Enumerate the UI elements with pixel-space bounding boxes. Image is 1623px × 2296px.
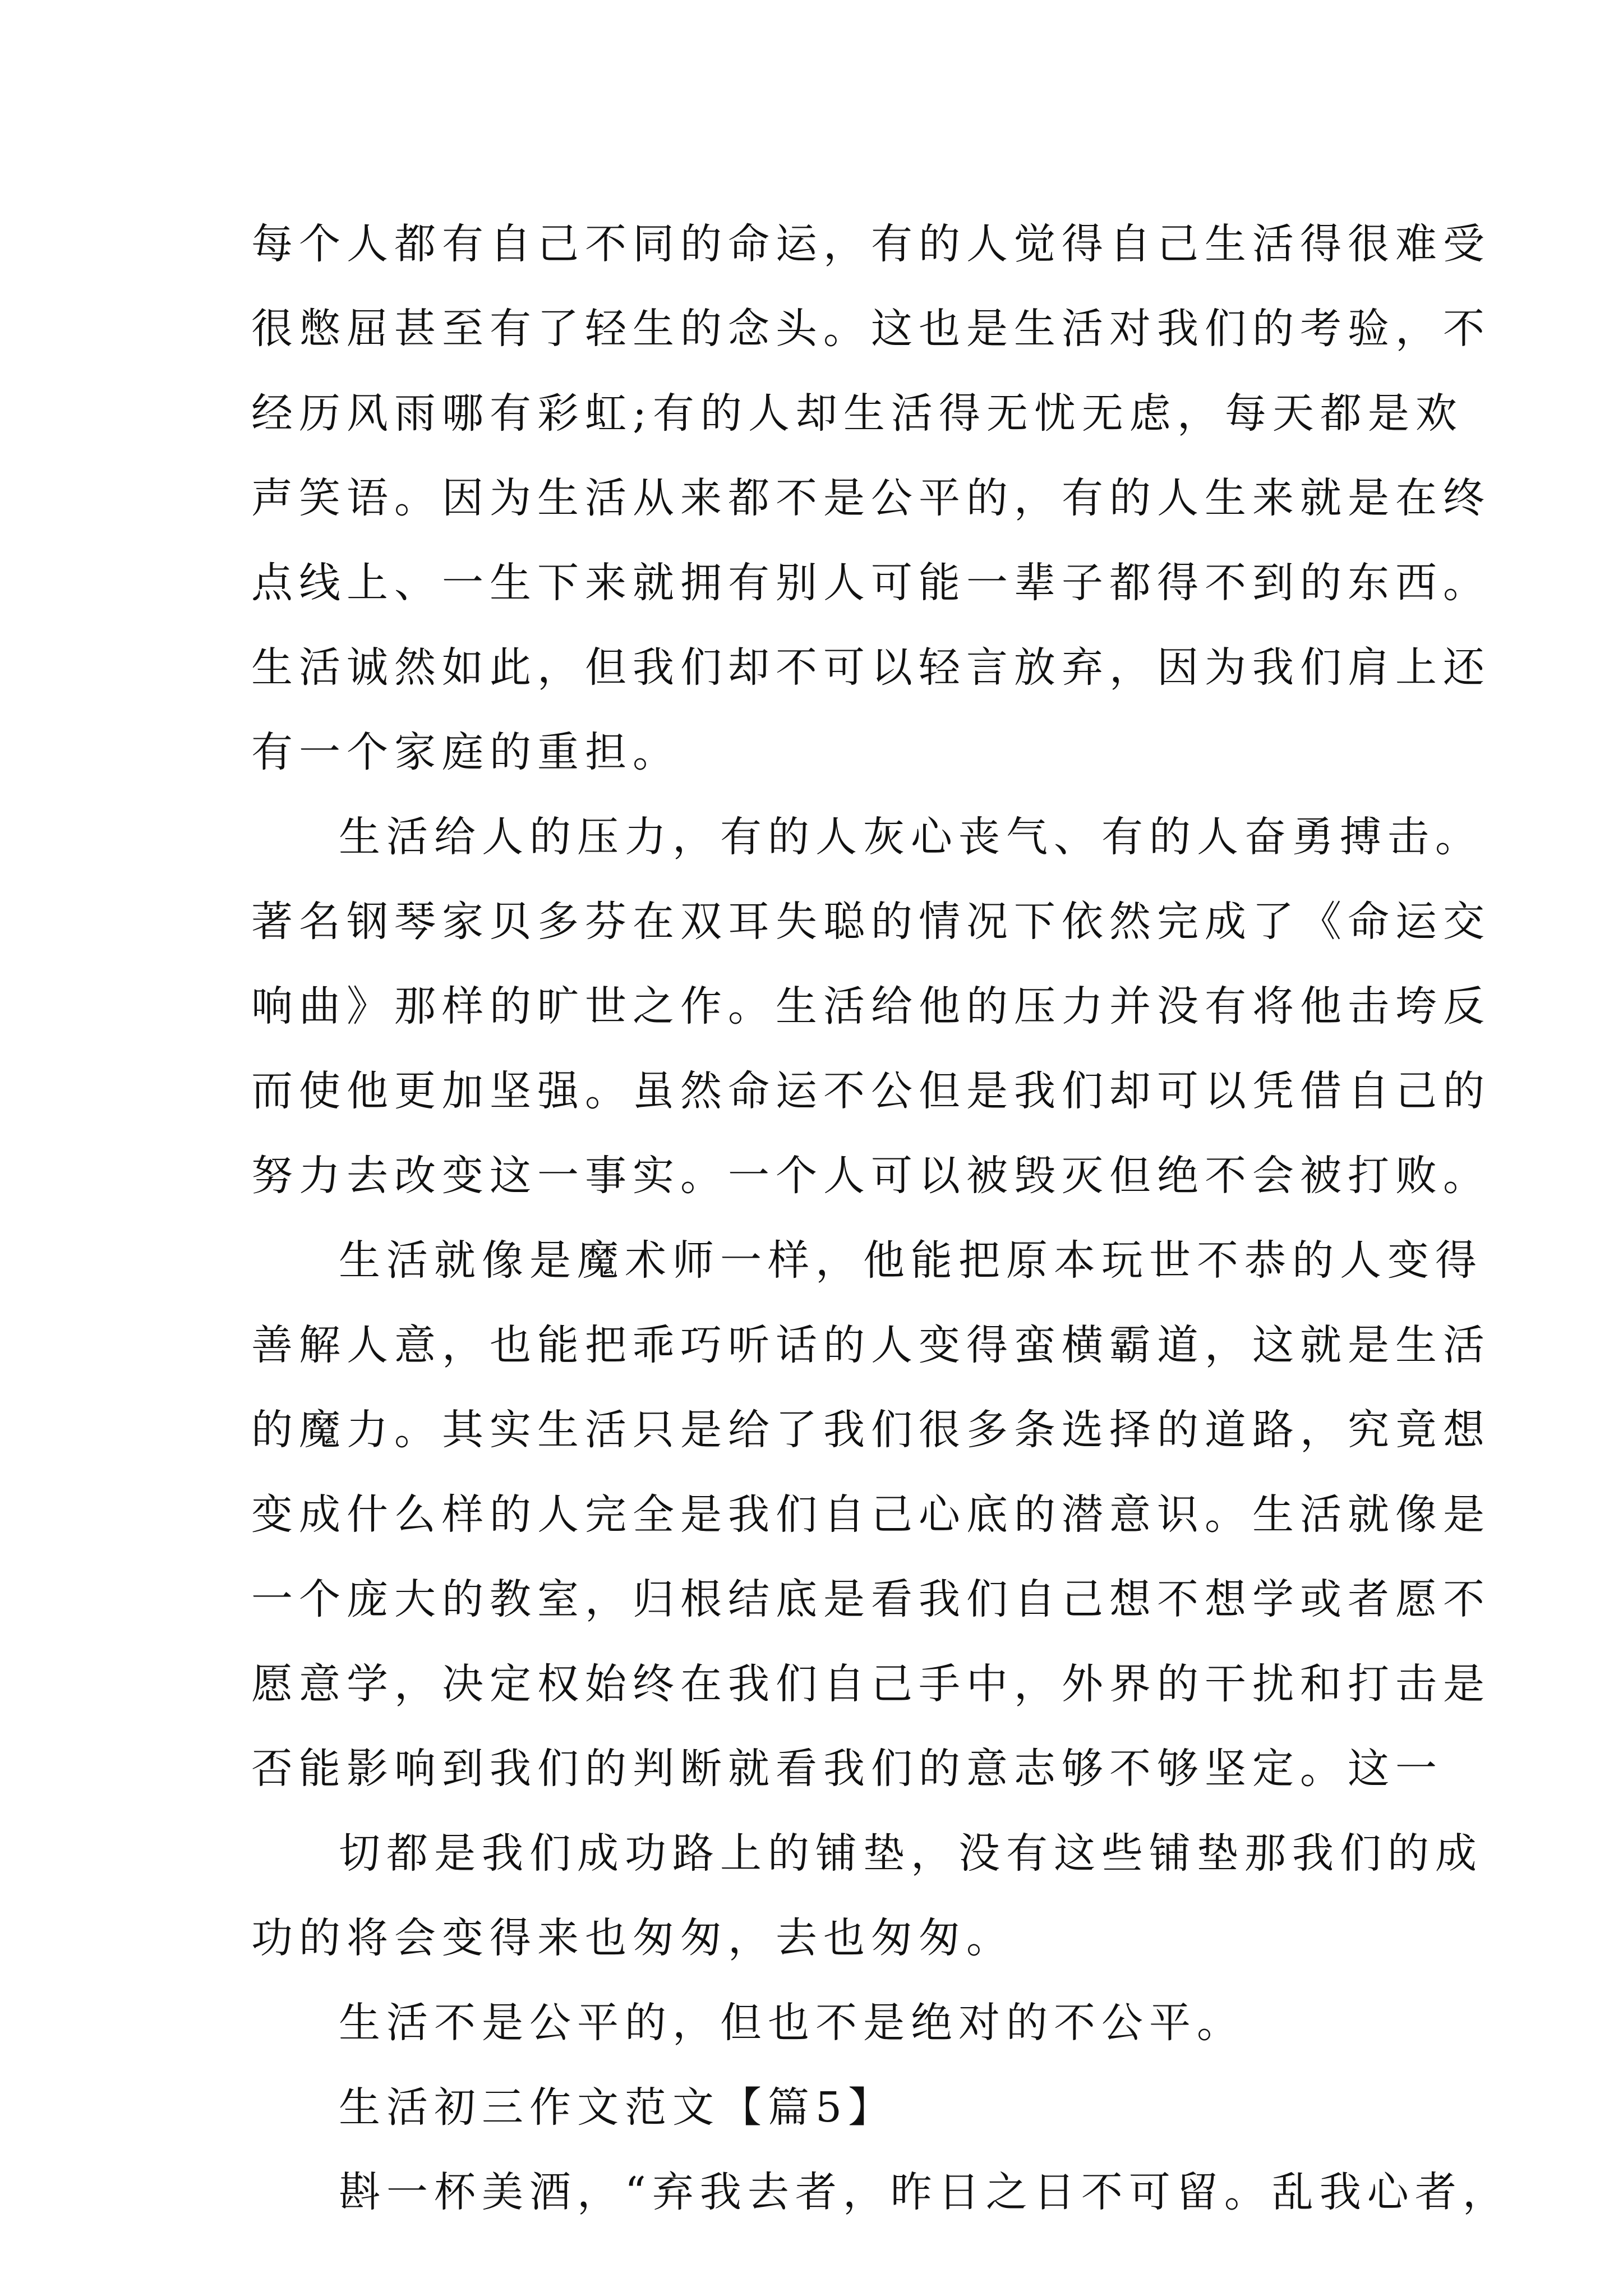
paragraph-line: 生活不是公平的，但也不是绝对的不公平。 [339,1999,1244,2047]
paragraph-line: 很憋屈甚至有了轻生的念头。这也是生活对我们的考验，不 [251,305,1491,353]
paragraph-line: 响曲》那样的旷世之作。生活给他的压力并没有将他击垮反 [251,982,1491,1030]
paragraph-line: 著名钢琴家贝多芬在双耳失聪的情况下依然完成了《命运交 [251,898,1491,946]
paragraph-line: 愿意学，决定权始终在我们自己手中，外界的干扰和打击是 [251,1660,1491,1708]
paragraph-line: 斟一杯美酒，“弃我去者，昨日之日不可留。乱我心者， [339,2168,1510,2216]
paragraph-line: 有一个家庭的重担。 [251,728,680,776]
paragraph-line: 生活就像是魔术师一样，他能把原本玩世不恭的人变得 [339,1236,1483,1285]
section-heading: 生活初三作文范文【篇5】 [339,2083,896,2132]
paragraph-line: 生活诚然如此，但我们却不可以轻言放弃，因为我们肩上还 [251,643,1491,692]
paragraph-line: 点线上、一生下来就拥有别人可能一辈子都得不到的东西。 [251,559,1491,607]
paragraph-line: 否能影响到我们的判断就看我们的意志够不够坚定。这一 [251,1745,1443,1793]
paragraph-line: 而使他更加坚强。虽然命运不公但是我们却可以凭借自己的 [251,1067,1491,1115]
paragraph-line: 切都是我们成功路上的铺垫，没有这些铺垫那我们的成 [339,1829,1483,1878]
paragraph-line: 功的将会变得来也匆匆，去也匆匆。 [251,1914,1014,1962]
paragraph-line: 每个人都有自己不同的命运，有的人觉得自己生活得很难受 [251,220,1491,268]
paragraph-line: 的魔力。其实生活只是给了我们很多条选择的道路，究竟想 [251,1406,1491,1454]
paragraph-line: 生活给人的压力，有的人灰心丧气、有的人奋勇搏击。 [339,813,1483,861]
paragraph-line: 经历风雨哪有彩虹;有的人却生活得无忧无虑，每天都是欢 [251,389,1463,438]
paragraph-line: 变成什么样的人完全是我们自己心底的潜意识。生活就像是 [251,1490,1491,1539]
paragraph-line: 努力去改变这一事实。一个人可以被毁灭但绝不会被打败。 [251,1152,1491,1200]
paragraph-line: 一个庞大的教室，归根结底是看我们自己想不想学或者愿不 [251,1575,1491,1623]
paragraph-line: 善解人意，也能把乖巧听话的人变得蛮横霸道，这就是生活 [251,1321,1491,1369]
paragraph-line: 声笑语。因为生活从来都不是公平的，有的人生来就是在终 [251,474,1491,522]
